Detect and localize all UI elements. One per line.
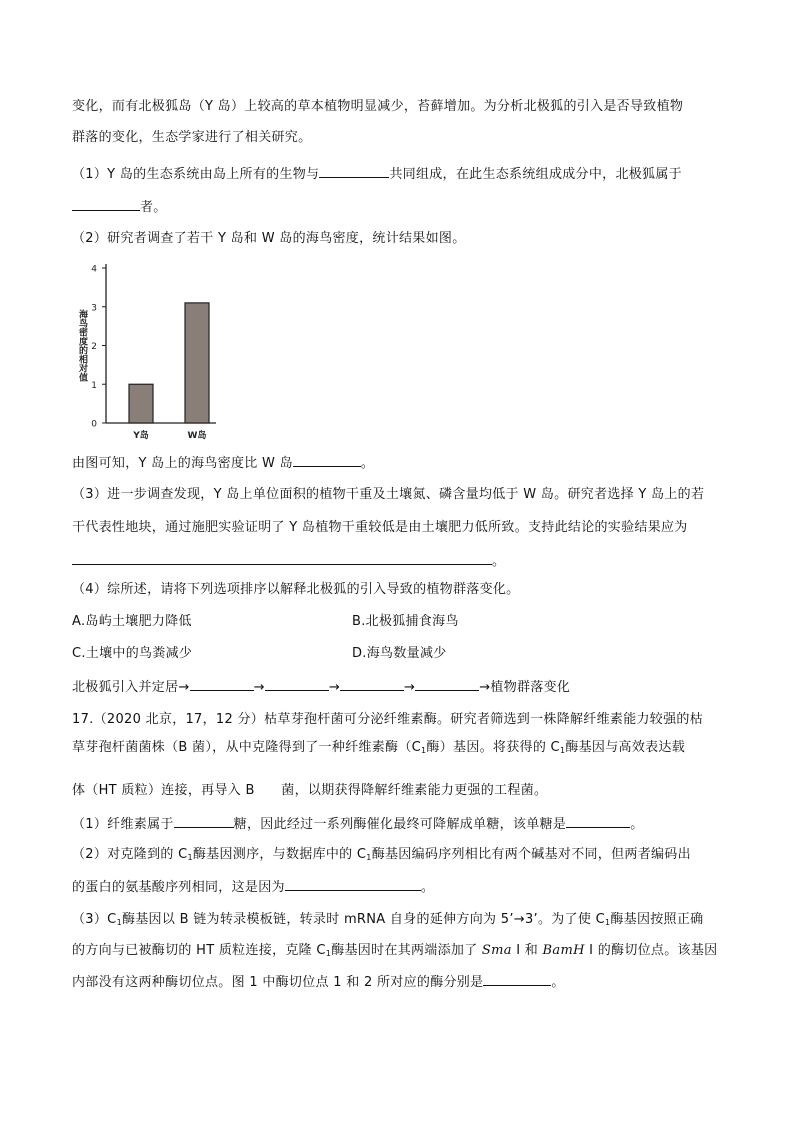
chain-blank-1[interactable] — [190, 676, 254, 691]
arrow-icon: → — [479, 680, 491, 695]
arrow-icon: → — [178, 680, 190, 695]
p2-a: （2）对克隆到的 C — [72, 847, 188, 862]
q17-line-1: 17.（2020 北京，17，12 分）枯草芽孢杆菌可分泌纤维素酶。研究者筛选到一株降解纤维素能力较强的枯 — [72, 712, 704, 727]
q1-text-c: 者。 — [140, 200, 167, 215]
q2-after-a: 由图可知，Y 岛上的海鸟密度比 W 岛 — [72, 456, 293, 471]
q4-option-a: A.岛屿土壤肥力降低 — [72, 614, 192, 629]
q17-line-2a: 草芽孢杆菌菌株（B 菌），从中克隆得到了一种纤维素酶（C — [72, 740, 422, 755]
p2-d: 的蛋白的氨基酸序列相同，这是因为 — [72, 880, 285, 895]
q4-option-c: C.土壤中的鸟粪减少 — [72, 646, 193, 661]
q4-chain — [72, 676, 570, 698]
y-tick-label: 1 — [91, 380, 97, 391]
p2-c: 酶基因编码序列相比有两个碱基对不同，但两者编码出 — [371, 847, 691, 862]
q2-question: （2）研究者调查了若干 Y 岛和 W 岛的海鸟密度，统计结果如图。 — [72, 231, 466, 246]
chain-blank-2[interactable] — [265, 676, 329, 691]
q17-part-1 — [72, 813, 644, 835]
p3-g: I 的酶切位点。该基因 — [584, 943, 718, 958]
intro-line-1: 变化，而有北极狐岛（Y 岛）上较高的草本植物明显减少，苔藓增加。为分析北极狐的引入是否导致植物 — [72, 99, 684, 114]
p2-blank[interactable] — [285, 876, 421, 891]
p3-c: 酶基因按照正确 — [610, 912, 704, 927]
bar — [129, 384, 153, 423]
p3-i: 。 — [551, 975, 565, 990]
q1-text-b: 共同组成，在此生态系统组成成分中，北极狐属于 — [389, 167, 682, 182]
p1-a: （1）纤维素属于 — [72, 817, 174, 832]
seabird-density-chart — [72, 256, 232, 446]
y-tick-label: 3 — [91, 303, 97, 314]
x-tick-label: W岛 — [187, 431, 207, 441]
enzyme-sma: Sma — [481, 943, 512, 958]
q1-blank-1[interactable] — [319, 163, 389, 178]
subscript: 1 — [187, 853, 193, 862]
p3-blank[interactable] — [483, 971, 551, 986]
q1-line-1 — [72, 163, 682, 185]
q2-after-b: 。 — [360, 456, 375, 471]
q3-blank[interactable] — [72, 550, 492, 565]
p3-d: 的方向与已被酶切的 HT 质粒连接，克隆 C — [72, 943, 326, 958]
p2-b: 酶基因测序，与数据库中的 C — [192, 847, 367, 862]
p1-b: 糖，因此经过一系列酶催化最终可降解成单糖，该单糖是 — [233, 817, 567, 832]
chain-blank-3[interactable] — [340, 676, 404, 691]
q17-line-2c: 酶基因与高效表达载 — [565, 740, 686, 755]
p3-b: 酶基因以 B 链为转录模板链，转录时 mRNA 自身的延伸方向为 5’→3’。为了使 C — [121, 912, 605, 927]
q17-line-2b: 酶）基因。将获得的 C — [426, 740, 560, 755]
q1-line-2 — [72, 196, 167, 218]
p3-f: I 和 — [511, 943, 543, 958]
q3-line-2: 干代表性地块，通过施肥实验证明了 Y 岛植物干重较低是由土壤肥力低所致。支持此结论的实验结果应为 — [72, 520, 688, 535]
q17-part-2-line-1 — [72, 845, 691, 868]
p3-e: 酶基因时在其两端添加了 — [331, 943, 482, 958]
q17-part-2-line-2 — [72, 876, 434, 898]
bar — [185, 303, 209, 423]
p3-h: 内部没有这两种酶切位点。图 1 中酶切位点 1 和 2 所对应的酶分别是 — [72, 975, 484, 990]
subscript: 1 — [559, 746, 566, 755]
q17-part-3-line-3 — [72, 971, 565, 993]
chain-start: 北极狐引入并定居 — [72, 680, 179, 695]
q1-text-a: （1）Y 岛的生态系统由岛上所有的生物与 — [72, 167, 320, 182]
q1-blank-2[interactable] — [72, 196, 140, 211]
p1-c: 。 — [630, 817, 644, 832]
q17-line-2 — [72, 738, 685, 761]
p3-a: （3）C — [72, 912, 117, 927]
q4-option-b: B.北极狐捕食海鸟 — [352, 614, 459, 629]
enzyme-bamh: BamH — [542, 943, 585, 958]
q3-end: 。 — [492, 554, 506, 569]
subscript: 1 — [421, 746, 427, 755]
chain-blank-4[interactable] — [415, 676, 479, 691]
p1-blank-1[interactable] — [174, 813, 234, 828]
q17-part-3-line-2 — [72, 941, 717, 964]
q2-blank[interactable] — [293, 452, 361, 467]
q3-line-3 — [72, 550, 505, 572]
q17-part-3-line-1 — [72, 910, 703, 933]
x-tick-label: Y岛 — [133, 431, 149, 441]
subscript: 1 — [604, 918, 611, 927]
y-tick-label: 4 — [91, 264, 97, 275]
p2-e: 。 — [420, 880, 435, 895]
q2-answer-line — [72, 452, 374, 474]
q4-question: （4）综所述，请将下列选项排序以解释北极狐的引入导致的植物群落变化。 — [72, 582, 520, 597]
intro-line-2: 群落的变化，生态学家进行了相关研究。 — [72, 130, 312, 145]
q3-line-1: （3）进一步调查发现，Y 岛上单位面积的植物干重及土壤氮、磷含量均低于 W 岛。研究者选择 Y 岛上的若 — [72, 487, 705, 502]
chain-end: 植物群落变化 — [490, 680, 571, 695]
arrow-icon: → — [328, 680, 341, 695]
y-axis-label: 海鸟密度的相对值 — [77, 309, 87, 382]
q4-option-d: D.海鸟数量减少 — [352, 646, 447, 661]
p1-blank-2[interactable] — [566, 813, 630, 828]
subscript: 1 — [116, 918, 122, 927]
subscript: 1 — [366, 853, 372, 862]
arrow-icon: → — [404, 680, 416, 695]
y-tick-label: 0 — [91, 419, 97, 430]
subscript: 1 — [325, 949, 332, 958]
y-tick-label: 2 — [91, 342, 97, 352]
q17-line-3: 体（HT 质粒）连接，再导入 B 菌，以期获得降解纤维素能力更强的工程菌。 — [72, 783, 548, 798]
arrow-icon: → — [253, 680, 265, 695]
